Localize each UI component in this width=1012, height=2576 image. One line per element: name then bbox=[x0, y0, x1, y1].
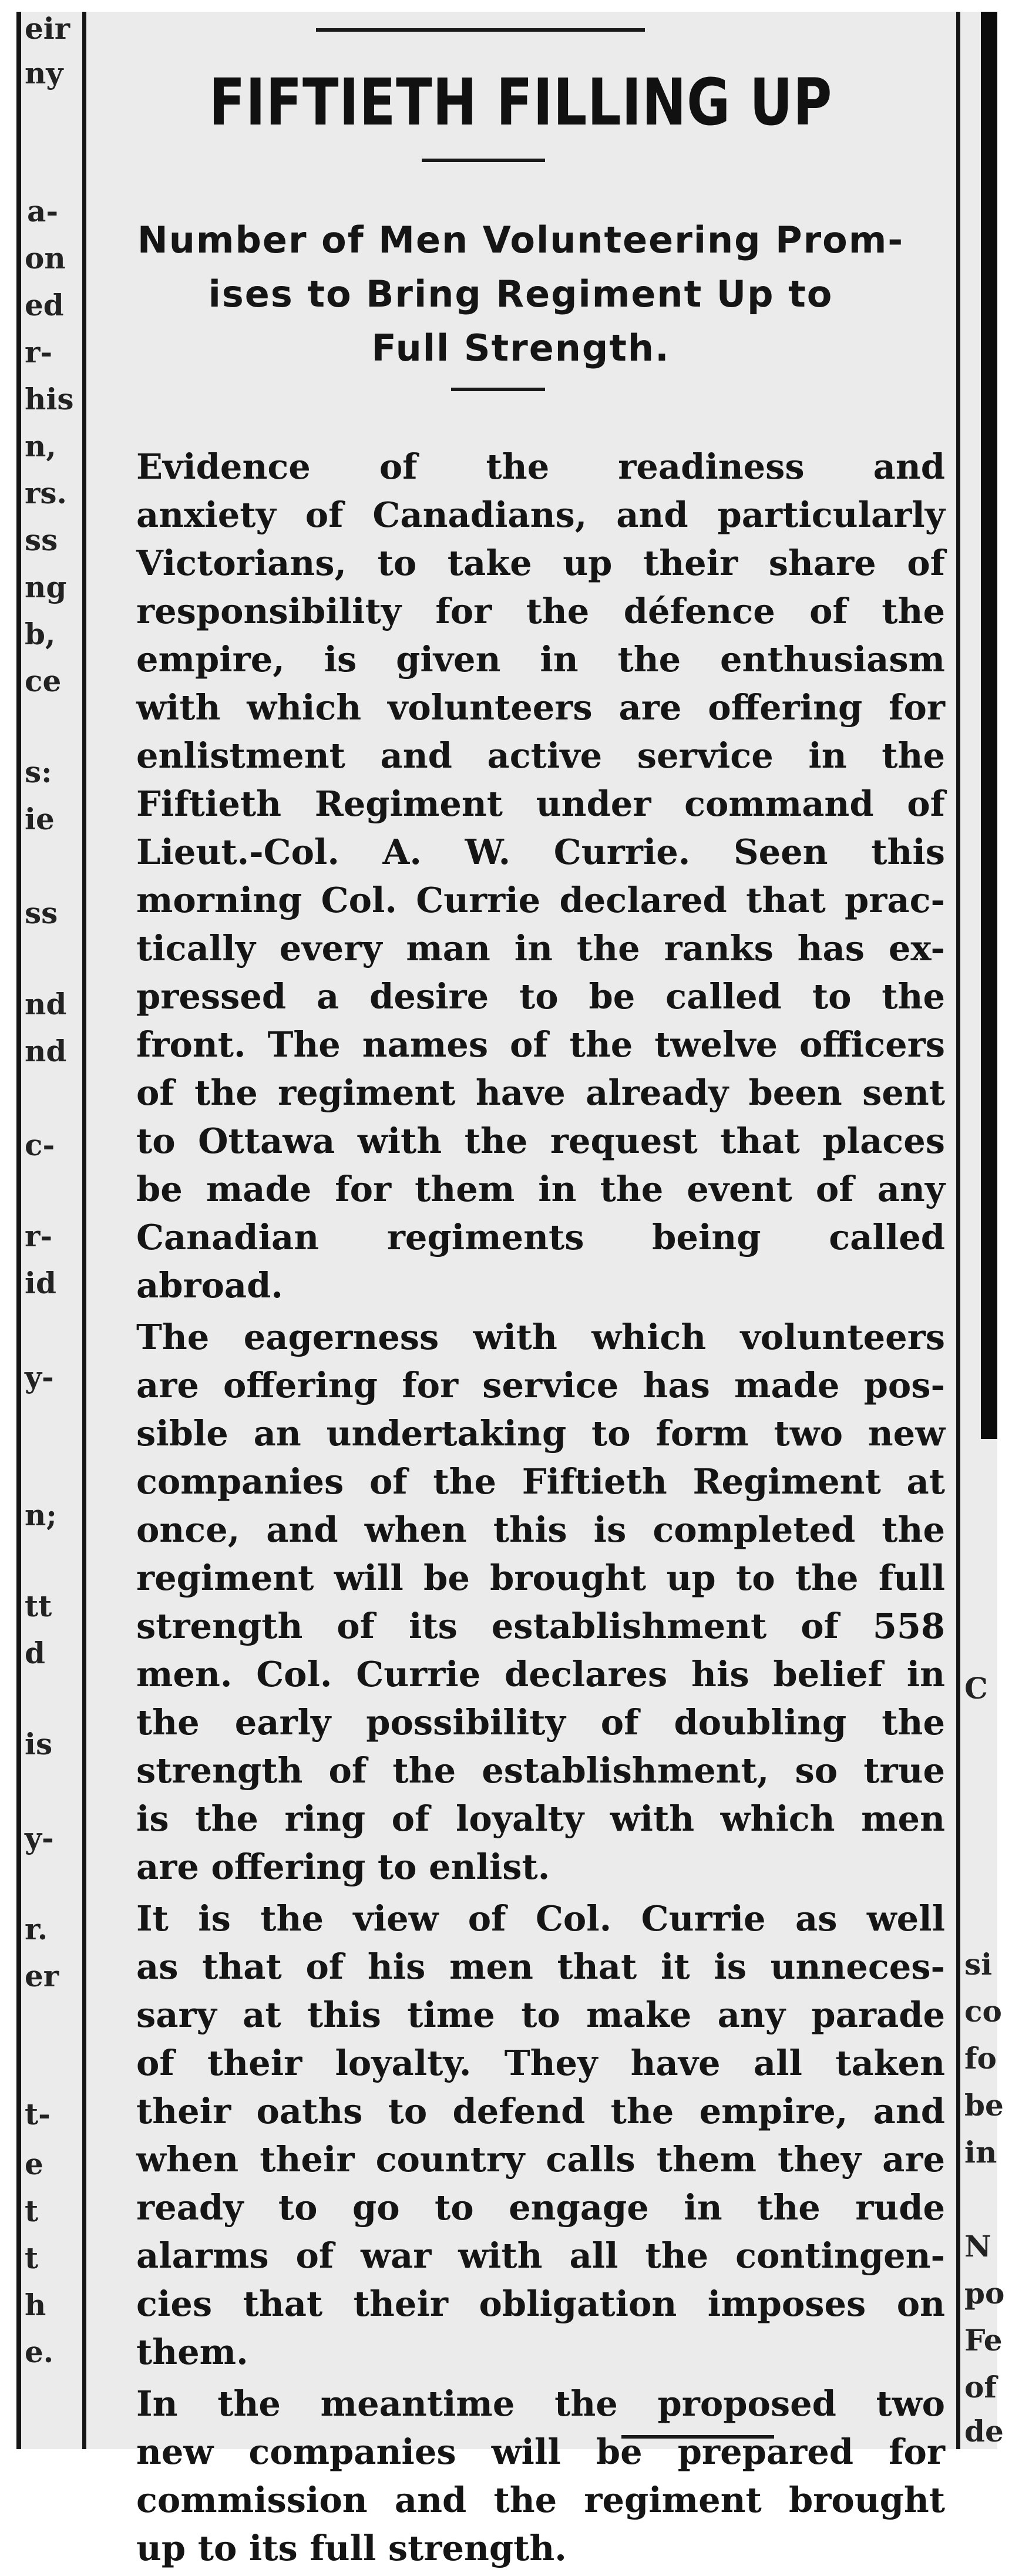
article-line: alarms of war with all the contingen- bbox=[136, 2235, 945, 2276]
right-column-fragment: si bbox=[964, 1947, 993, 1982]
column-rule-right-edge bbox=[981, 12, 997, 1439]
article-line: of the regiment have already been sent bbox=[136, 1072, 945, 1113]
article-line: with which volunteers are offering for bbox=[136, 687, 945, 728]
right-column-fragment: Fe bbox=[964, 2323, 1003, 2358]
newspaper-clipping bbox=[16, 11, 1005, 2568]
right-column-fragment: N bbox=[964, 2229, 991, 2264]
article-line: commission and the regiment brought bbox=[136, 2480, 945, 2520]
article-line: their oaths to defend the empire, and bbox=[136, 2091, 945, 2131]
article-line: pressed a desire to be called to the bbox=[136, 976, 945, 1017]
right-column-fragment: fo bbox=[964, 2041, 997, 2076]
left-column-fragment: is bbox=[25, 1727, 53, 1761]
left-column-fragment: t- bbox=[25, 2097, 51, 2131]
left-column-fragment: id bbox=[25, 1266, 56, 1300]
right-column-fragment: po bbox=[964, 2276, 1005, 2311]
left-column-fragment: t bbox=[25, 2194, 39, 2228]
left-column-fragment: ed bbox=[25, 288, 64, 322]
article-line: are offering for service has made pos- bbox=[136, 1365, 945, 1405]
article-line: anxiety of Canadians, and particularly bbox=[136, 495, 945, 535]
left-column-fragment: er bbox=[25, 1959, 59, 1993]
left-column-fragment: n, bbox=[25, 429, 56, 463]
article-line: enlistment and active service in the bbox=[136, 735, 945, 776]
left-column-fragment: r. bbox=[25, 1912, 48, 1946]
subheadline bbox=[96, 213, 945, 375]
article-line: Fiftieth Regiment under command of bbox=[136, 783, 945, 824]
article-line: morning Col. Currie declared that prac- bbox=[136, 880, 945, 920]
left-column-fragment: h bbox=[25, 2288, 46, 2322]
article-line: Victorians, to take up their share of bbox=[136, 543, 945, 583]
left-column-fragment: eir bbox=[25, 11, 70, 46]
right-column-fragment: C bbox=[964, 1671, 988, 1706]
article-line: the early possibility of doubling the bbox=[136, 1702, 945, 1743]
left-column-fragment: e bbox=[25, 2147, 43, 2181]
article-line: tically every man in the ranks has ex- bbox=[136, 928, 945, 968]
article-paragraph bbox=[96, 2380, 945, 2572]
article-line: cies that their obligation imposes on bbox=[136, 2284, 945, 2324]
article-line: strength of its establishment of 558 bbox=[136, 1606, 945, 1646]
left-column-fragment: y- bbox=[25, 1821, 54, 1855]
article-paragraph bbox=[96, 1895, 945, 2376]
article-line: men. Col. Currie declares his belief in bbox=[136, 1654, 945, 1694]
separator-top bbox=[316, 28, 645, 32]
article-line: ready to go to engage in the rude bbox=[136, 2187, 945, 2228]
article-line: be made for them in the event of any bbox=[136, 1169, 945, 1209]
left-column-fragment: nd bbox=[25, 987, 67, 1021]
left-column-fragment: e. bbox=[25, 2335, 54, 2369]
article-line: responsibility for the défence of the bbox=[136, 591, 945, 631]
left-column-fragment: ss bbox=[25, 896, 58, 930]
left-column-fragment: y- bbox=[25, 1360, 54, 1394]
left-column-fragment: t bbox=[25, 2241, 39, 2275]
headline: FIFTIETH FILLING UP bbox=[209, 65, 833, 140]
article-line: sible an undertaking to form two new bbox=[136, 1413, 945, 1454]
article-line: It is the view of Col. Currie as well bbox=[136, 1898, 945, 1939]
article bbox=[96, 47, 945, 2576]
article-line: Lieut.-Col. A. W. Currie. Seen this bbox=[136, 832, 945, 872]
subheadline-line: Number of Men Volunteering Prom- bbox=[137, 218, 905, 261]
article-line: strength of the establishment, so true bbox=[136, 1750, 945, 1791]
subheadline-line: Full Strength. bbox=[371, 327, 670, 369]
left-column-fragment: r- bbox=[25, 335, 53, 369]
article-line: front. The names of the twelve officers bbox=[136, 1024, 945, 1065]
column-rule-left-edge bbox=[16, 12, 21, 2449]
left-column-fragment: ss bbox=[25, 523, 58, 557]
left-column-fragment: n; bbox=[25, 1498, 57, 1532]
article-line: is the ring of loyalty with which men bbox=[136, 1798, 945, 1839]
left-column-fragment: d bbox=[25, 1636, 45, 1670]
article-line: are offering to enlist. bbox=[136, 1847, 550, 1887]
left-column-fragment: tt bbox=[25, 1589, 52, 1623]
article-line: when their country calls them they are bbox=[136, 2139, 945, 2180]
right-column-fragment: de bbox=[964, 2414, 1004, 2449]
article-line: once, and when this is completed the bbox=[136, 1509, 945, 1550]
left-column-fragment: ng bbox=[25, 570, 67, 604]
article-paragraph bbox=[96, 1313, 945, 1891]
article-line: new companies will be prepared for bbox=[136, 2432, 945, 2472]
left-column-fragment: nd bbox=[25, 1034, 67, 1068]
article-line: regiment will be brought up to the full bbox=[136, 1558, 945, 1598]
column-rule-right bbox=[956, 12, 960, 2449]
left-column-fragment: c- bbox=[25, 1128, 55, 1162]
left-column-fragment: ce bbox=[25, 664, 62, 698]
right-column-fragment: of bbox=[964, 2370, 997, 2405]
article-line: to Ottawa with the request that places bbox=[136, 1121, 945, 1161]
right-column-fragment: co bbox=[964, 1994, 1002, 2029]
right-column-fragment: be bbox=[964, 2088, 1004, 2123]
left-column-fragment: on bbox=[25, 241, 66, 275]
article-body bbox=[96, 443, 945, 2572]
article-line: them. bbox=[136, 2332, 248, 2372]
article-line: sary at this time to make any parade bbox=[136, 1995, 945, 2035]
article-line: In the meantime the proposed two bbox=[136, 2383, 945, 2424]
subheadline-line: ises to Bring Regiment Up to bbox=[208, 273, 833, 315]
article-paragraph bbox=[96, 443, 945, 1310]
article-line: up to its full strength. bbox=[136, 2528, 567, 2568]
article-line: The eagerness with which volunteers bbox=[136, 1317, 945, 1357]
left-column-fragment: his bbox=[25, 382, 74, 416]
left-column-fragment: a- bbox=[27, 194, 59, 228]
left-column-fragment: ie bbox=[25, 802, 55, 836]
left-column-fragment: r- bbox=[25, 1219, 53, 1253]
column-rule-left bbox=[82, 12, 86, 2449]
right-column-fragment: in bbox=[964, 2135, 997, 2170]
article-line: Evidence of the readiness and bbox=[136, 446, 945, 487]
article-line: Canadian regiments being called bbox=[136, 1217, 945, 1257]
left-column-fragment: ny bbox=[25, 56, 63, 90]
left-column-fragment: rs. bbox=[25, 476, 67, 510]
article-line: companies of the Fiftieth Regiment at bbox=[136, 1461, 945, 1502]
left-column-fragment: s: bbox=[25, 755, 52, 789]
left-column-fragment: b, bbox=[25, 617, 56, 651]
article-line: of their loyalty. They have all taken bbox=[136, 2043, 945, 2083]
article-line: as that of his men that it is unneces- bbox=[136, 1946, 945, 1987]
article-line: abroad. bbox=[136, 1265, 283, 1306]
article-line: empire, is given in the enthusiasm bbox=[136, 639, 945, 680]
